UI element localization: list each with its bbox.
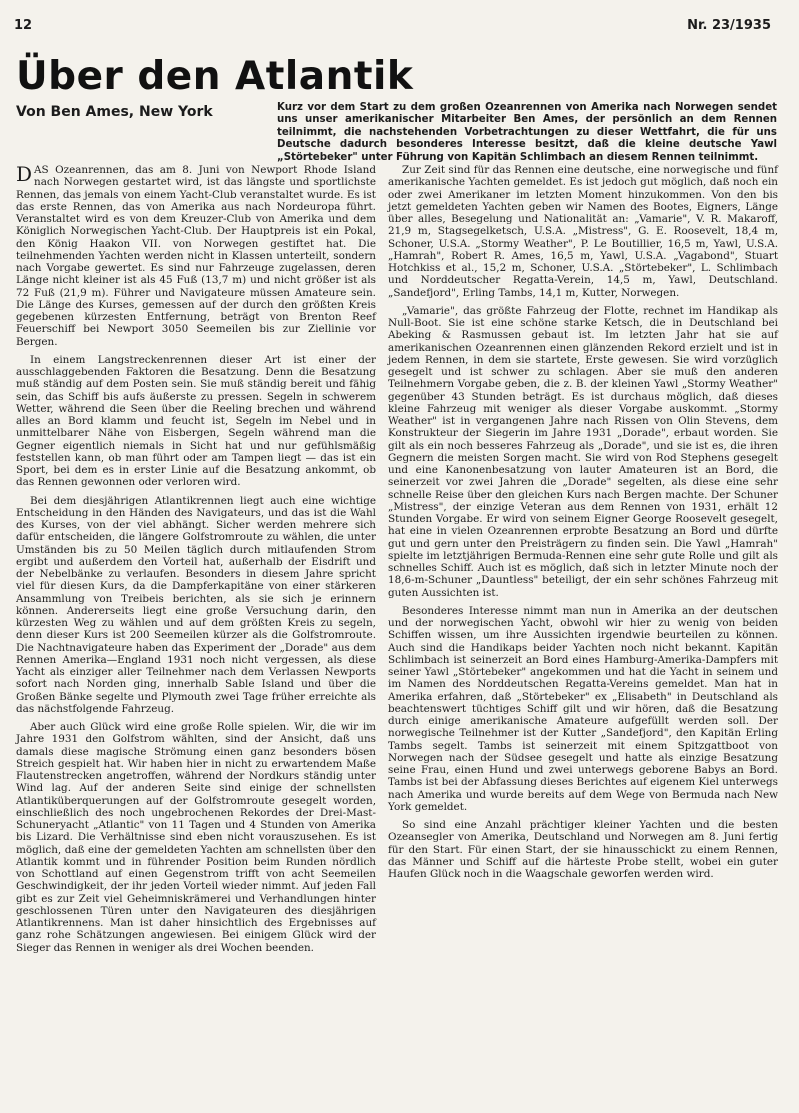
article-title: Über den Atlantik <box>16 54 414 99</box>
left-column <box>16 164 376 960</box>
drop-cap: D <box>16 162 33 186</box>
paragraph: Zur Zeit sind für das Rennen eine deutsche, eine norwegische und fünf amerikanische Yachten gemeldet. Es ist jedoch gut möglich, daß noch ein oder zwei Amerikaner im letzten Moment hinzukommen. Von den bis jetzt gemeldeten Yachten geben wir Namen des Bootes, Eigners, Länge über alles, Besegelung und Nationalität an: „Vamarie", V. R. Makaroff, 21,9 m, Stagsegelketsch, U.S.A. „Mistress", G. E. Roosevelt, 18,4 m, Schoner, U.S.A. „Stormy Weather", P. Le Boutillier, 16,5 m, Yawl, U.S.A. „Hamrah", Robert R. Ames, 16,5 m, Yawl, U.S.A. „Vagabond", Stuart Hotchkiss et al., 15,2 m, Schoner, U.S.A. „Störtebeker", L. Schlimbach und Norddeutscher Regatta-Verein, 14,5 m, Yawl, Deutschland. „Sandefjord", Erling Tambs, 14,1 m, Kutter, Norwegen. <box>388 164 778 299</box>
byline: Von Ben Ames, New York <box>16 104 213 120</box>
paragraph: „Vamarie", das größte Fahrzeug der Flotte, rechnet im Handikap als Null-Boot. Sie ist eine schöne starke Ketsch, die in Deutschland bei Abeking & Rasmussen gebaut ist. Im letzten Jahr hat sie auf amerikanischen Ozeanrennen einen glänzenden Rekord erzielt und ist in jedem Rennen, in dem sie startete, Erste gewesen. Sie wird vorzüglich gesegelt und ist schwer zu schlagen. Aber sie muß den anderen Teilnehmern Vorgabe geben, die z. B. der kleinen Yawl „Stormy Weather" gegenüber 43 Stunden beträgt. Es ist durchaus möglich, daß dieses kleine Fahrzeug mit weniger als dieser Vorgabe auskommt. „Stormy Weather" ist in vergangenen Jahre nach Rissen von Olin Stevens, dem Konstrukteur der Siegerin im Jahre 1931 „Dorade", erbaut worden. Sie gilt als ein noch besseres Fahrzeug als „Dorade", und sie ist es, die ihren Gegnern die meisten Sorgen macht. Sie wird von Rod Stephens gesegelt und eine Kanonenbesatzung von lauter Amateuren ist an Bord, die seinerzeit vor zwei Jahren die „Dorade" segelten, als diese eine sehr schnelle Reise über den gleichen Kurs nach Bergen machte. Der Schuner „Mistress", der einzige Veteran aus dem Rennen von 1931, erhält 12 Stunden Vorgabe. Er wird von seinem Eigner George Roosevelt gesegelt, hat eine in vielen Ozeanrennen erprobte Besatzung an Bord und dürfte gut und gern unter den Preisträgern zu finden sein. Die Yawl „Hamrah" spielte im letztjährigen Bermuda-Rennen eine sehr gute Rolle und gilt als schnelles Schiff. Auch ist es möglich, daß sich in letzter Minute noch der 18,6-m-Schuner „Dauntless" beteiligt, der ein sehr schönes Fahrzeug mit guten Aussichten ist. <box>388 304 778 599</box>
paragraph: Besonderes Interesse nimmt man nun in Amerika an der deutschen und der norwegischen Yacht, obwohl wir hier zu wenig von beiden Schiffen wissen, um ihre Aussichten irgendwie beurteilen zu können. Auch sind die Handikaps beider Yachten noch nicht bekannt. Kapitän Schlimbach ist seinerzeit an Bord eines Hamburg-Amerika-Dampfers mit seiner Yawl „Störtebeker" angekommen und hat die Yacht in seinem und im Namen des Norddeutschen Regatta-Vereins gemeldet. Man hat in Amerika erfahren, daß „Störtebeker" ex „Elisabeth" in Deutschland als beachtenswert tüchtiges Schiff gilt und wir hören, daß die Besatzung durch einige amerikanische Amateure aufgefüllt werden soll. Der norwegische Teilnehmer ist der Kutter „Sandefjord", den Kapitän Erling Tambs segelt. Tambs ist seinerzeit mit einem Spitzgattboot von Norwegen nach der Südsee gesegelt und hatte als einzige Besatzung seine Frau, einen Hund und zwei unterwegs geborene Babys an Bord. Tambs ist bei der Abfassung dieses Berichtes auf eigenem Kiel unterwegs nach Amerika und wurde bereits auf dem Wege von Bermuda nach New York gemeldet. <box>388 604 778 813</box>
issue-number: Nr. 23/1935 <box>687 18 771 33</box>
paragraph-text: AS Ozeanrennen, das am 8. Juni von Newport Rhode Island nach Norwegen gestartet wird, ist das längste und sportlichste Rennen, das jemals von einem Yacht-Club veranstaltet wurde. Es ist das erste Rennen, das von Amerika aus nach Nordeuropa führt. Veranstaltet wird es von dem Kreuzer-Club von Amerika und dem Königlich Norwegischen Yacht-Club. Der Hauptpreis ist ein Pokal, den König Haakon VII. von Norwegen gestiftet hat. Die teilnehmenden Yachten werden nicht in Klassen unterteilt, sondern nach Vorgabe gewertet. Es sind nur Fahrzeuge zugelassen, deren Länge nicht kleiner ist als 45 Fuß (13,7 m) und nicht größer ist als 72 Fuß (21,9 m). Führer und Navigateure müssen Amateure sein. Die Länge des Kurses, gemessen auf der durch den größten Kreis gegebenen kürzesten Entfernung, beträgt von Brenton Reef Feuerschiff bei Newport 3050 Seemeilen bis zur Ziellinie vor Bergen. <box>16 164 376 348</box>
paragraph <box>16 164 376 348</box>
page-number: 12 <box>14 18 33 33</box>
right-column <box>388 164 778 886</box>
paragraph: So sind eine Anzahl prächtiger kleiner Yachten und die besten Ozeansegler von Amerika, Deutschland und Norwegen am 8. Juni fertig für den Start. Für einen Start, der sie hinausschickt zu einem Rennen, das Männer und Schiff auf die härteste Probe stellt, wobei ein guter Haufen Glück noch in die Waagschale geworfen werden wird. <box>388 819 778 880</box>
paragraph: In einem Langstreckenrennen dieser Art ist einer der ausschlaggebenden Faktoren die Besatzung. Denn die Besatzung muß ständig auf dem Posten sein. Sie muß ständig bereit und fähig sein, das Schiff bis aufs äußerste zu pressen. Segeln in schwerem Wetter, während die Seen über die Reeling brechen und während alles an Bord klamm und feucht ist, Segeln im Nebel und in unmittelbarer Nähe von Eisbergen, Segeln während man die Gegner eigentlich niemals in Sicht hat und nur gefühlsmäßig feststellen kann, ob man führt oder am Tampen liegt — das ist ein Sport, bei dem es in erster Linie auf die Besatzung ankommt, ob das Rennen gewonnen oder verloren wird. <box>16 353 376 489</box>
intro-paragraph: Kurz vor dem Start zu dem großen Ozeanrennen von Amerika nach Norwegen sendet uns unser amerikanischer Mitarbeiter Ben Ames, der persönlich an dem Rennen teilnimmt, die nachstehenden Vorbetrachtungen zu dieser Wettfahrt, die für uns Deutsche dadurch besonderes Interesse besitzt, daß die kleine deutsche Yawl „Störtebeker" unter Führung von Kapitän Schlimbach an diesem Rennen teilnimmt. <box>277 102 777 163</box>
paragraph: Aber auch Glück wird eine große Rolle spielen. Wir, die wir im Jahre 1931 den Golfstrom wählten, sind der Ansicht, daß uns damals diese magische Strömung einen ganz besonders bösen Streich gespielt hat. Wir haben hier in nicht zu erwartendem Maße Flautenstrecken angetroffen, während der Nordkurs ständig unter Wind lag. Auf der anderen Seite sind einige der schnellsten Atlantiküberquerungen auf der Golfstromroute gesegelt worden, einschließlich des noch ungebrochenen Rekordes der Drei-Mast-Schuneryacht „Atlantic" von 11 Tagen und 4 Stunden von Amerika bis Lizard. Die Verhältnisse sind eben nicht vorauszusehen. Es ist möglich, daß eine der gemeldeten Yachten am schnellsten über den Atlantik kommt und in führender Position beim Runden nördlich von Schottland auf einen Gegenstrom trifft von acht Seemeilen Geschwindigkeit, der ihr jeden Vorteil wieder nimmt. Auf jeden Fall gibt es zur Zeit viel Geheimniskrämerei und Verhandlungen hinter geschlossenen Türen unter den Navigateuren des diesjährigen Atlantikrennens. Man ist daher hinsichtlich des Ergebnisses auf ganz rohe Schätzungen angewiesen. Bei einigem Glück wird der Sieger das Rennen in weniger als drei Wochen beenden. <box>16 721 376 954</box>
paragraph: Bei dem diesjährigen Atlantikrennen liegt auch eine wichtige Entscheidung in den Händen des Navigateurs, und das ist die Wahl des Kurses, von der viel abhängt. Sicher werden mehrere sich dafür entscheiden, die längere Golfstromroute zu wählen, die unter Umständen bis zu 50 Meilen täglich durch mitlaufenden Strom ergibt und außerdem den Vorteil hat, außerhalb der Eisdrift und der Nebelbänke zu verlaufen. Besonders in diesem Jahre spricht viel für diesen Kurs, da die Dampferkapitäne von einer stärkeren Ansammlung von Treibeis berichten, als sie sich je erinnern können. Andererseits liegt eine große Versuchung darin, den kürzesten Weg zu wählen und auf dem größten Kreis zu segeln, denn dieser Kurs ist 200 Seemeilen kürzer als die Golfstromroute. Die Nachtnavigateure haben das Experiment der „Dorade" aus dem Rennen Amerika—England 1931 noch nicht vergessen, als diese Yacht als einziger aller Teilnehmer nach dem Verlassen Newports sofort nach Norden ging, innerhalb Sable Island und über die Großen Bänke segelte und Plymouth zwei Tage früher erreichte als das nächstfolgende Fahrzeug. <box>16 494 376 715</box>
